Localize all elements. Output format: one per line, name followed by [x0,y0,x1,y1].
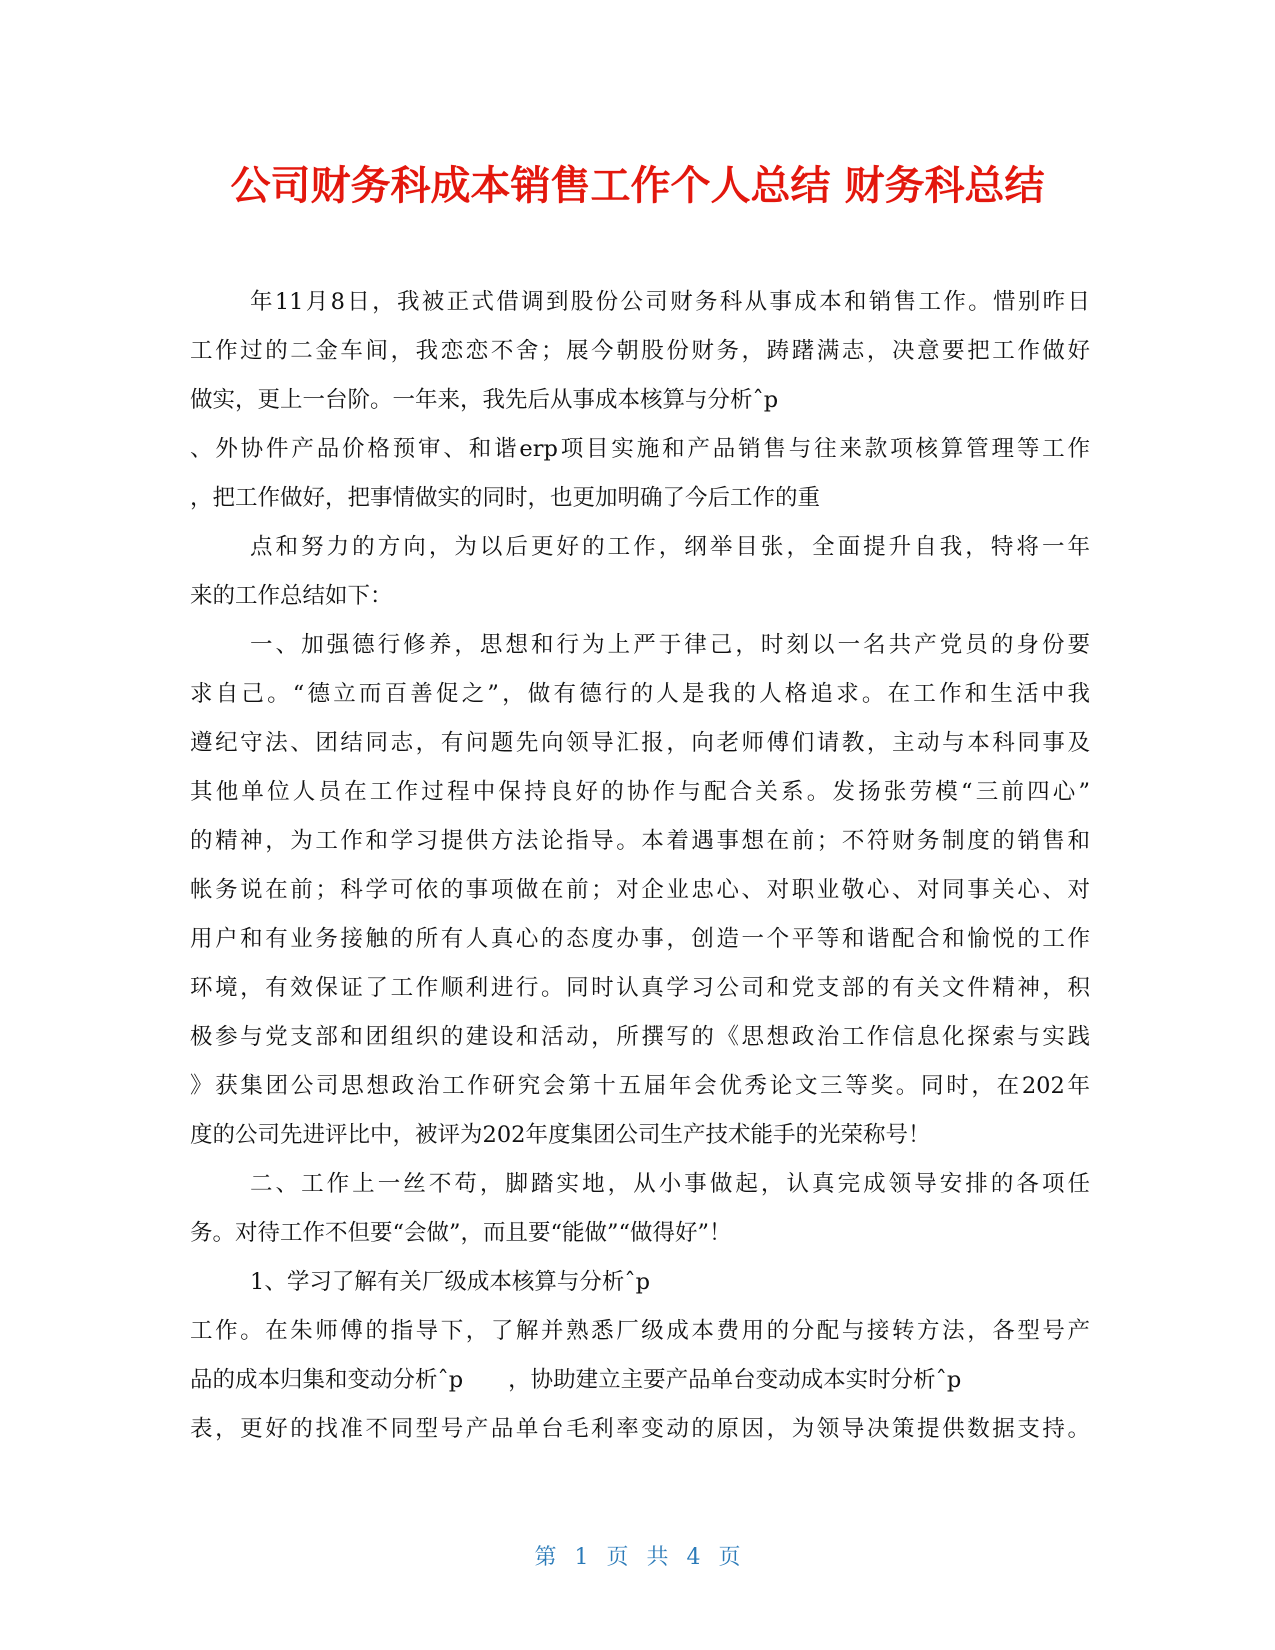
text-line: 遵纪守法、团结同志，有问题先向领导汇报，向老师傅们请教，主动与本科同事及 [190,730,1090,756]
footer-total-pages: 4 [686,1545,701,1570]
text-line: 其他单位人员在工作过程中保持良好的协作与配合关系。发扬张劳模“三前四心” [190,779,1090,805]
text-line: 度的公司先进评比中，被评为202年度集团公司生产技术能手的光荣称号！ [190,1122,931,1148]
text-line: 工作。在朱师傅的指导下，了解并熟悉厂级成本费用的分配与接转方法，各型号产 [190,1318,1090,1344]
text-line: 、外协件产品价格预审、和谐erp项目实施和产品销售与往来款项核算管理等工作 [190,436,1090,462]
page-title: 公司财务科成本销售工作个人总结 财务科总结 [230,163,1045,209]
text-line: 一、加强德行修养，思想和行为上严于律己，时刻以一名共产党员的身份要 [250,632,1090,658]
text-line: 》获集团公司思想政治工作研究会第十五届年会优秀论文三等奖。同时，在202年 [190,1073,1090,1099]
text-line: 的精神，为工作和学习提供方法论指导。本着遇事想在前；不符财务制度的销售和 [190,828,1090,854]
footer-suffix: 页 [718,1545,741,1570]
footer-total-prefix: 共 [646,1545,669,1570]
document-body [190,278,1090,1454]
text-line: 点和努力的方向，为以后更好的工作，纲举目张，全面提升自我，特将一年 [250,534,1090,560]
text-line: 年11月8日，我被正式借调到股份公司财务科从事成本和销售工作。惜别昨日 [250,289,1090,315]
text-line: 做实，更上一台阶。一年来，我先后从事成本核算与分析ˆp [190,387,779,413]
text-line: ，把工作做好，把事情做实的同时，也更加明确了今后工作的重 [190,485,821,511]
text-line: 环境，有效保证了工作顺利进行。同时认真学习公司和党支部的有关文件精神，积 [190,975,1090,1001]
text-line: 极参与党支部和团组织的建设和活动，所撰写的《思想政治工作信息化探索与实践 [190,1024,1090,1050]
footer-page-word: 页 [606,1545,629,1570]
text-line: 工作过的二金车间，我恋恋不舍；展今朝股份财务，踌躇满志，决意要把工作做好 [190,338,1090,364]
footer-prefix: 第 [534,1545,557,1570]
text-line: 用户和有业务接触的所有人真心的态度办事，创造一个平等和谐配合和愉悦的工作 [190,926,1090,952]
text-line: 务。对待工作不但要“会做”，而且要“能做”“做得好”！ [190,1220,732,1246]
text-line: 帐务说在前；科学可依的事项做在前；对企业忠心、对职业敬心、对同事关心、对 [190,877,1090,903]
footer-current-page: 1 [574,1545,589,1570]
text-line: 二、工作上一丝不苟，脚踏实地，从小事做起，认真完成领导安排的各项任 [250,1171,1090,1197]
text-line: 表，更好的找准不同型号产品单台毛利率变动的原因，为领导决策提供数据支持。 [190,1416,1090,1442]
page-footer [0,1540,1275,1571]
text-line: 来的工作总结如下： [190,583,393,609]
text-line: 求自己。“德立而百善促之”，做有德行的人是我的人格追求。在工作和生活中我 [190,681,1090,707]
text-line: 品的成本归集和变动分析ˆp ，协助建立主要产品单台变动成本实时分析ˆp [190,1367,962,1393]
text-line: 1、学习了解有关厂级成本核算与分析ˆp [250,1269,650,1295]
